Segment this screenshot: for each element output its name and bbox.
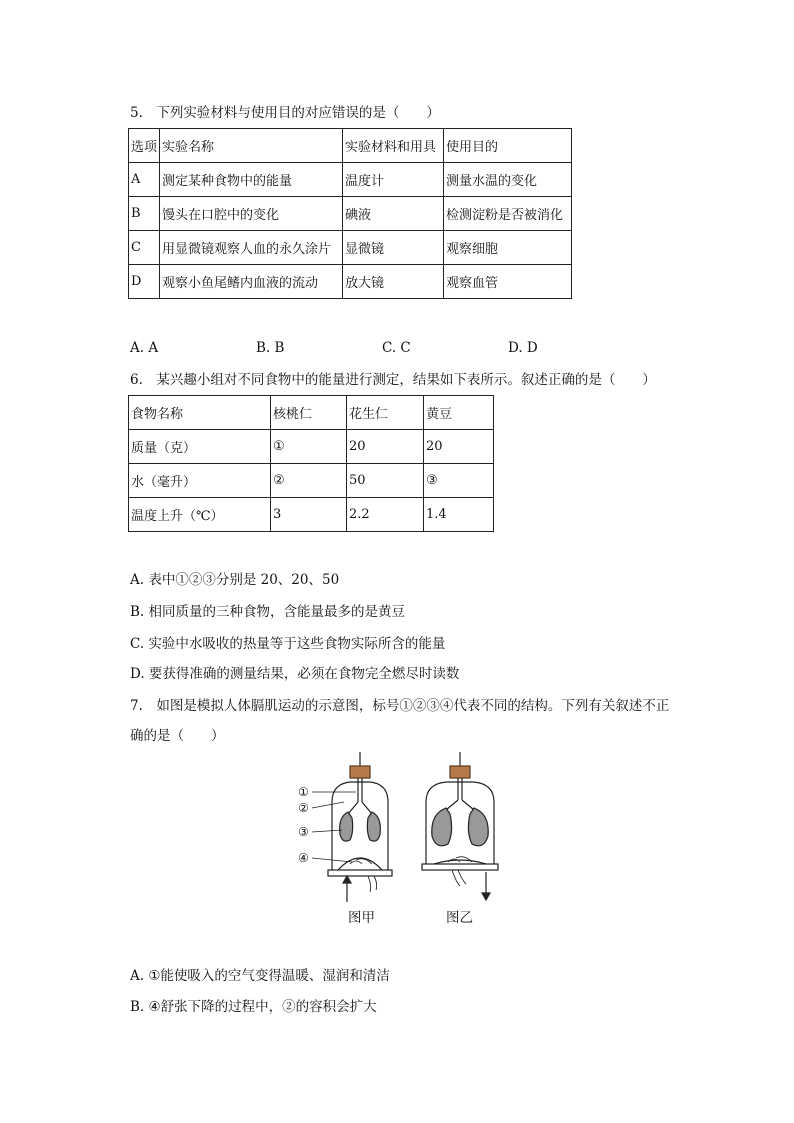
table-cell: ① [271, 430, 347, 464]
table-cell: 测量水温的变化 [444, 163, 572, 197]
table-row [129, 163, 572, 197]
option-d[interactable]: D. 要获得准确的测量结果，必须在食物完全燃尽时读数 [130, 666, 460, 682]
table-header-cell: 使用目的 [444, 129, 572, 163]
lung-right [468, 808, 488, 846]
question-7-title-cont: 确的是（ ） [130, 728, 225, 744]
option-a[interactable]: A. ①能使吸入的空气变得温暖、湿润和清洁 [130, 968, 390, 984]
table-cell: 测定某种食物中的能量 [160, 163, 343, 197]
table-row [129, 464, 494, 498]
option-c[interactable]: C. C [382, 340, 411, 356]
jar-right [422, 752, 498, 900]
table-cell: B [129, 197, 160, 231]
table-header-cell: 核桃仁 [271, 396, 347, 430]
table-row [129, 197, 572, 231]
table-cell: 水（毫升） [129, 464, 271, 498]
table-row [129, 430, 494, 464]
label-4: ④ [298, 851, 309, 865]
table-cell: D [129, 265, 160, 299]
option-d[interactable]: D. D [508, 340, 538, 356]
table-header-row [129, 396, 494, 430]
question-5-table [128, 128, 572, 299]
table-cell: ③ [424, 464, 494, 498]
table-row [129, 265, 572, 299]
table-row [129, 498, 494, 532]
table-cell: 碘液 [343, 197, 444, 231]
table-cell: 放大镜 [343, 265, 444, 299]
label-3: ③ [298, 825, 309, 839]
table-header-cell: 实验材料和用具 [343, 129, 444, 163]
option-b[interactable]: B. B [256, 340, 285, 356]
table-cell: 检测淀粉是否被消化 [444, 197, 572, 231]
table-cell: 馒头在口腔中的变化 [160, 197, 343, 231]
question-6-table [128, 395, 494, 532]
table-header-cell: 花生仁 [347, 396, 424, 430]
lung-left [432, 808, 452, 846]
table-cell: 温度计 [343, 163, 444, 197]
table-cell: C [129, 231, 160, 265]
question-5-title: 5. 下列实验材料与使用目的对应错误的是（ ） [130, 105, 440, 121]
table-cell: 温度上升（℃） [129, 498, 271, 532]
diaphragm-model-figure [290, 752, 510, 932]
table-cell: 20 [347, 430, 424, 464]
question-7-title: 7. 如图是模拟人体膈肌运动的示意图，标号①②③④代表不同的结构。下列有关叙述不正 [130, 698, 670, 714]
table-header-cell: 黄豆 [424, 396, 494, 430]
table-header-cell: 选项 [129, 129, 160, 163]
table-cell: 3 [271, 498, 347, 532]
option-b[interactable]: B. 相同质量的三种食物，含能量最多的是黄豆 [130, 604, 406, 620]
table-cell: A [129, 163, 160, 197]
question-6-title: 6. 某兴趣小组对不同食物中的能量进行测定，结果如下表所示。叙述正确的是（ ） [130, 372, 656, 388]
table-cell: 质量（克） [129, 430, 271, 464]
table-cell: 1.4 [424, 498, 494, 532]
table-cell: 20 [424, 430, 494, 464]
label-2: ② [298, 801, 309, 815]
lung-right [367, 812, 380, 841]
figure-caption-left: 图甲 [348, 910, 375, 926]
label-1: ① [298, 785, 309, 799]
table-cell: ② [271, 464, 347, 498]
table-cell: 观察细胞 [444, 231, 572, 265]
lung-left [340, 812, 353, 841]
option-b[interactable]: B. ④舒张下降的过程中，②的容积会扩大 [130, 999, 377, 1015]
option-a[interactable]: A. 表中①②③分别是 20、20、50 [130, 572, 340, 588]
table-cell: 观察小鱼尾鳍内血液的流动 [160, 265, 343, 299]
table-cell: 观察血管 [444, 265, 572, 299]
table-header-cell: 食物名称 [129, 396, 271, 430]
diaphragm-model-diagram [290, 752, 510, 932]
option-c[interactable]: C. 实验中水吸收的热量等于这些食物实际所含的能量 [130, 636, 446, 652]
table-header-row [129, 129, 572, 163]
table-cell: 2.2 [347, 498, 424, 532]
table-cell: 显微镜 [343, 231, 444, 265]
table-cell: 50 [347, 464, 424, 498]
figure-caption-right: 图乙 [446, 910, 473, 926]
table-cell: 用显微镜观察人血的永久涂片 [160, 231, 343, 265]
jar-left [328, 752, 392, 902]
table-row [129, 231, 572, 265]
table-header-cell: 实验名称 [160, 129, 343, 163]
option-a[interactable]: A. A [130, 340, 159, 356]
